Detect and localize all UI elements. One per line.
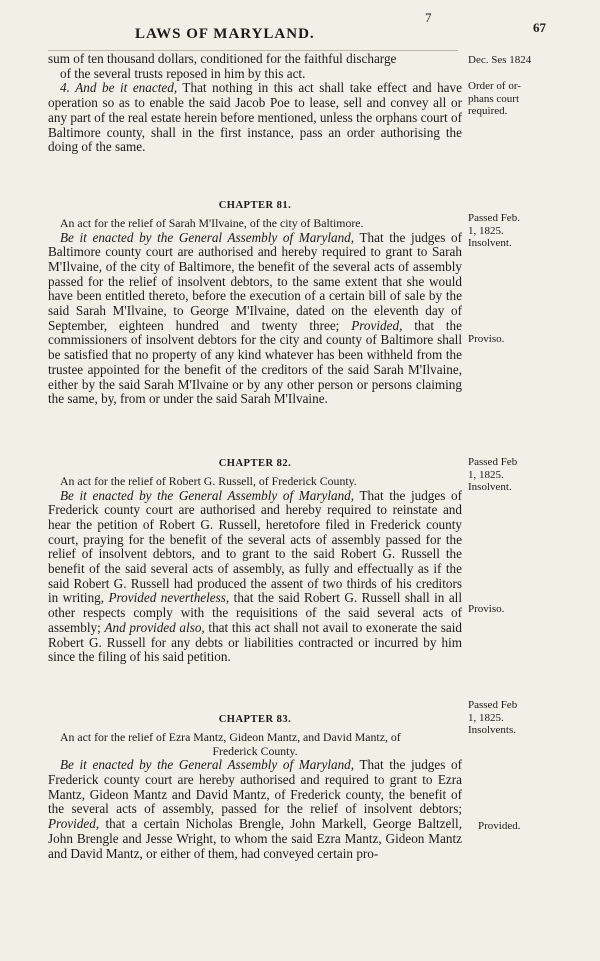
enacting-clause: Be it enacted by the General Assembly of Maryland, — [60, 229, 355, 245]
marginal-note-text: 1, 1825. — [468, 224, 504, 237]
chapter-83 — [48, 713, 462, 861]
marginal-note-ch82-passed — [468, 456, 588, 494]
proviso-lead: Provided nevertheless, — [108, 590, 230, 606]
marginal-note-ch82-proviso — [468, 603, 588, 616]
text-line: sum of ten thousand dollars, conditioned for the faithful discharge — [48, 51, 397, 66]
chapter-82-body — [48, 489, 462, 665]
body-text: That the judges of Baltimore county court are authorised and hereby required to grant to Sarah M'Ilvaine, of the city of Baltimore, the benefit of the several acts of assembly passed for the relief of insolvent debtors, to the same extent that she would have been entitled thereto, before the execution of a certain bill of sale by the said Sarah M'Ilvaine, to George M'Ilvaine, dated on the eleventh day of September, eighteen hundred and twenty three; — [48, 229, 462, 333]
marginal-note-text: 1, 1825. — [468, 468, 504, 481]
enacting-clause: Be it enacted by the General Assembly of Maryland, — [60, 487, 355, 503]
chapter-82-heading: CHAPTER 82. — [218, 458, 292, 469]
chapter-81-heading: CHAPTER 81. — [218, 200, 292, 211]
body-text: that the commissioners of insolvent debtors for the city and county of Baltimore shall be satisfied that no property of any kind whatever has been withheld from the trustee appointed for the benefit of the creditors of the said Sarah M'Ilvaine, either by the said Sarah M'Ilvaine or by any other person or persons claiming the same, by, from or under the said Sarah M'Ilvaine. — [48, 317, 462, 407]
running-title: LAWS OF MARYLAND. — [135, 26, 315, 42]
marginal-note-text: Passed Feb — [468, 456, 518, 468]
marginal-note-text: Provided. — [478, 820, 521, 832]
chapter-81-body — [48, 231, 462, 407]
marginal-note-text: Proviso. — [468, 333, 505, 345]
body-text: That the judges of Frederick county court are hereby authorised and required to grant to Ezra Mantz, Gideon Mantz and David Mantz, of Frederick county, the benefit of the several acts of assembly, passed for the relief of insolvent debtors; — [48, 757, 462, 817]
section-4 — [48, 81, 462, 155]
marginal-note-text: 1, 1825. — [468, 711, 504, 724]
marginal-note-text: phans court — [468, 92, 520, 105]
section-4-text: That nothing in this act shall take effect and have operation so as to enable the said Jacob Poe to lease, sell and convey all or any part of the real estate herein before mentioned, unless the orphans court of Baltimore county, shall in the first instance, pass an order authorising the doing of the same. — [48, 80, 462, 155]
body-text: that this act shall not avail to exonerate the said Robert G. Russell for any debts or liabilities contracted or incurred by him since the filing of his said petition. — [48, 619, 462, 665]
proviso-also: And provided also, — [104, 619, 205, 635]
proviso-lead: Provided, — [351, 317, 403, 333]
proviso-lead: Provided, — [48, 816, 100, 832]
marginal-note-text: Passed Feb. — [468, 212, 520, 224]
marginal-note-text: Insolvents. — [468, 724, 516, 737]
chapter-81 — [48, 199, 462, 407]
body-text: that the said Robert G. Russell shall in all other respects comply with the requisitions of the said several acts of assembly; — [48, 590, 462, 635]
chapter-83-title — [48, 731, 462, 759]
marginal-note-text: Proviso. — [468, 603, 505, 615]
chapter-81-title: An act for the relief of Sarah M'Ilvaine, of the city of Baltimore. — [60, 215, 364, 230]
previous-act-conclusion — [48, 52, 462, 155]
body-text: That the judges of Frederick county court are authorised and hereby required to reinstate and hear the petition of Robert G. Russell, heretofore filed in Frederick county court, praying for the benefit of the several acts of assembly passed for the relief of insolvent debtors, and to grant to the said Robert G. Russell the benefit of the said several acts of assembly, as fully and effectually as if the said Robert G. Russell had produced the assent of two thirds of his creditors in writing, — [48, 487, 462, 606]
marginal-note-text: Passed Feb — [468, 699, 518, 711]
marginal-note-text: Insolvent. — [468, 237, 512, 250]
marginal-note-ch81-proviso — [468, 333, 588, 346]
section-4-lead: 4. And be it enacted, — [60, 80, 178, 96]
chapter-82 — [48, 457, 462, 665]
marginal-note-text: Dec. Ses 1824 — [468, 54, 532, 66]
marginal-note-ch83-passed — [468, 699, 588, 737]
marginal-note-text: required. — [468, 105, 508, 118]
text-line: of the several trusts reposed in him by this act. — [60, 65, 306, 81]
marginal-note-session — [468, 54, 588, 67]
chapter-82-title: An act for the relief of Robert G. Russell, of Frederick County. — [60, 473, 357, 488]
marginal-note-ch81-passed — [468, 212, 588, 250]
body-text: that a certain Nicholas Brengle, John Markell, George Baltzell, John Brengle and Jesse Wright, to whom the said Ezra Mantz, Gideon Mantz and David Mantz, or either of them, had conveyed certain pro- — [48, 816, 462, 861]
chapter-83-body — [48, 758, 462, 861]
marginal-note-orphans-court — [468, 80, 588, 118]
marginal-note-text: Order of or- — [468, 80, 521, 92]
chapter-83-title-cont: Frederick County. — [212, 743, 298, 758]
page-number: 67 — [533, 20, 546, 35]
marginal-note-ch83-provided — [478, 820, 598, 833]
enacting-clause: Be it enacted by the General Assembly of Maryland, — [60, 757, 355, 773]
margin-mark: 7 — [425, 10, 432, 25]
marginal-note-text: Insolvent. — [468, 481, 512, 494]
chapter-83-heading: CHAPTER 83. — [218, 714, 292, 725]
chapter-83-title-main: An act for the relief of Ezra Mantz, Gideon Mantz, and David Mantz, of — [60, 729, 401, 744]
